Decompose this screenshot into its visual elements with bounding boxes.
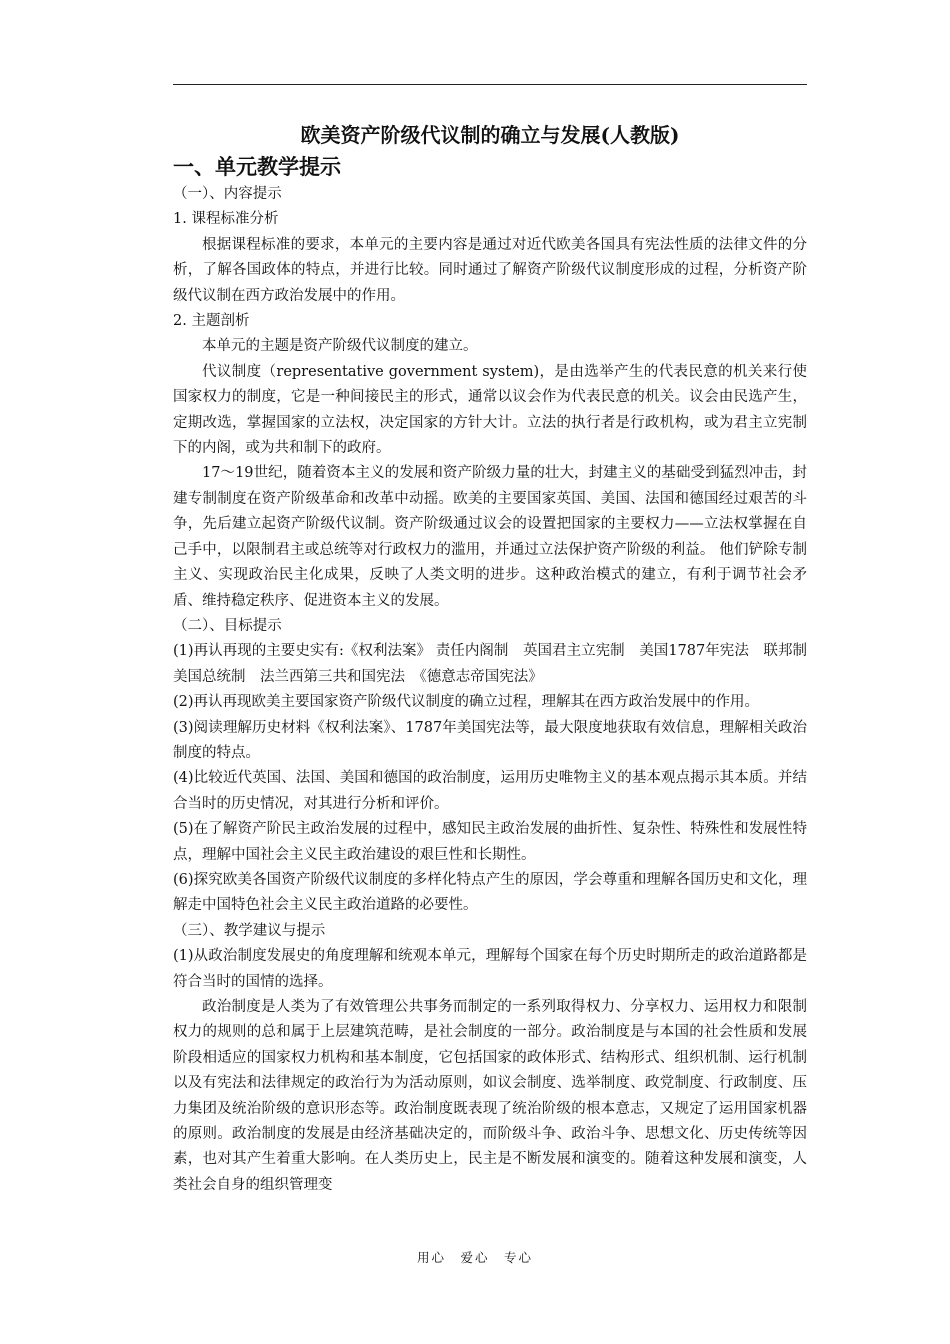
goal-item: (4)比较近代英国、法国、美国和德国的政治制度，运用历史唯物主义的基本观点揭示其本质。并结合当时的历史情况，对其进行分析和评价。 [173, 770, 807, 812]
paragraph: 17～19世纪，随着资本主义的发展和资产阶级力量的壮大，封建主义的基础受到猛烈冲击，封建专制制度在资产阶级革命和改革中动摇。欧美的主要国家英国、美国、法国和德国经过艰苦的斗争，先后建立起资产阶级代议制。资产阶级通过议会的设置把国家的主要权力——立法权掌握在自己手中，以限制君主或总统等对行政权力的滥用，并通过立法保护资产阶级的利益。 他们铲除专制主义、实现政治民主化成果，反映了人类文明的进步。这种政治模式的建立，有利于调节社会矛盾、维持稳定秩序、促进资本主义的发展。 [173, 465, 807, 609]
paragraph: 代议制度（representative government system)，是由选举产生的代表民意的机关来行使国家权力的制度，它是一种间接民主的形式，通常以议会作为代表民意的机关。议会由民选产生，定期改选，掌握国家的立法权，决定国家的方针大计。立法的执行者是行政机构，或为君主立宪制下的内阁，或为共和制下的政府。 [173, 363, 807, 457]
page-footer: 用心 爱心 专心 [416, 1250, 533, 1265]
suggestion-item: (1)从政治制度发展史的角度理解和统观本单元，理解每个国家在每个历史时期所走的政治道路都是符合当时的国情的选择。 [173, 948, 807, 990]
subsection-heading: （二）、目标提示 [173, 617, 282, 634]
goal-item: (3)阅读理解历史材料《权利法案》、1787年美国宪法等，最大限度地获取有效信息，理解相关政治制度的特点。 [173, 719, 807, 761]
goal-item: (5)在了解资产阶民主政治发展的过程中，感知民主政治发展的曲折性、复杂性、特殊性和发展性特点，理解中国社会主义民主政治建设的艰巨性和长期性。 [173, 821, 807, 863]
goal-item: (1)再认再现的主要史实有:《权利法案》 责任内阁制 英国君主立宪制 美国1787年宪法 联邦制 美国总统制 法兰西第三共和国宪法 《德意志帝国宪法》 [173, 643, 822, 685]
item-heading: 2. 主题剖析 [173, 313, 250, 330]
goal-item: (2)再认再现欧美主要国家资产阶级代议制度的确立过程，理解其在西方政治发展中的作用。 [173, 694, 760, 711]
paragraph: 根据课程标准的要求，本单元的主要内容是通过对近代欧美各国具有宪法性质的法律文件的分析，了解各国政体的特点，并进行比较。同时通过了解资产阶级代议制度形成的过程，分析资产阶级代议制在西方政治发展中的作用。 [173, 236, 807, 304]
section-heading: 一、单元教学提示 [173, 154, 341, 179]
goal-item: (6)探究欧美各国资产阶级代议制度的多样化特点产生的原因，学会尊重和理解各国历史和文化，理解走中国特色社会主义民主政治道路的必要性。 [173, 871, 807, 914]
paragraph: 本单元的主题是资产阶级代议制度的建立。 [202, 338, 478, 355]
document-title: 欧美资产阶级代议制的确立与发展(人教版) [300, 123, 680, 147]
subsection-heading: （一）、内容提示 [173, 186, 282, 202]
document-body [173, 118, 822, 1198]
header-rule [173, 84, 807, 85]
paragraph: 政治制度是人类为了有效管理公共事务而制定的一系列取得权力、分享权力、运用权力和限制权力的规则的总和属于上层建筑范畴，是社会制度的一部分。政治制度是与本国的社会性质和发展阶段相适应的国家权力机构和基本制度，它包括国家的政体形式、结构形式、组织机制、运行机制以及有宪法和法律规定的政治行为为活动原则，如议会制度、选举制度、政党制度、行政制度、压力集团及统治阶级的意识形态等。政治制度既表现了统治阶级的根本意志，又规定了运用国家机器的原则。政治制度的发展是由经济基础决定的，而阶级斗争、政治斗争、思想文化、历史传统等因素，也对其产生着重大影响。在人类历史上，民主是不断发展和演变的。随着这种发展和演变，人类社会自身的组织管理变 [173, 999, 807, 1193]
item-heading: 1. 课程标准分析 [173, 211, 279, 228]
subsection-heading: （三）、教学建议与提示 [173, 922, 326, 939]
